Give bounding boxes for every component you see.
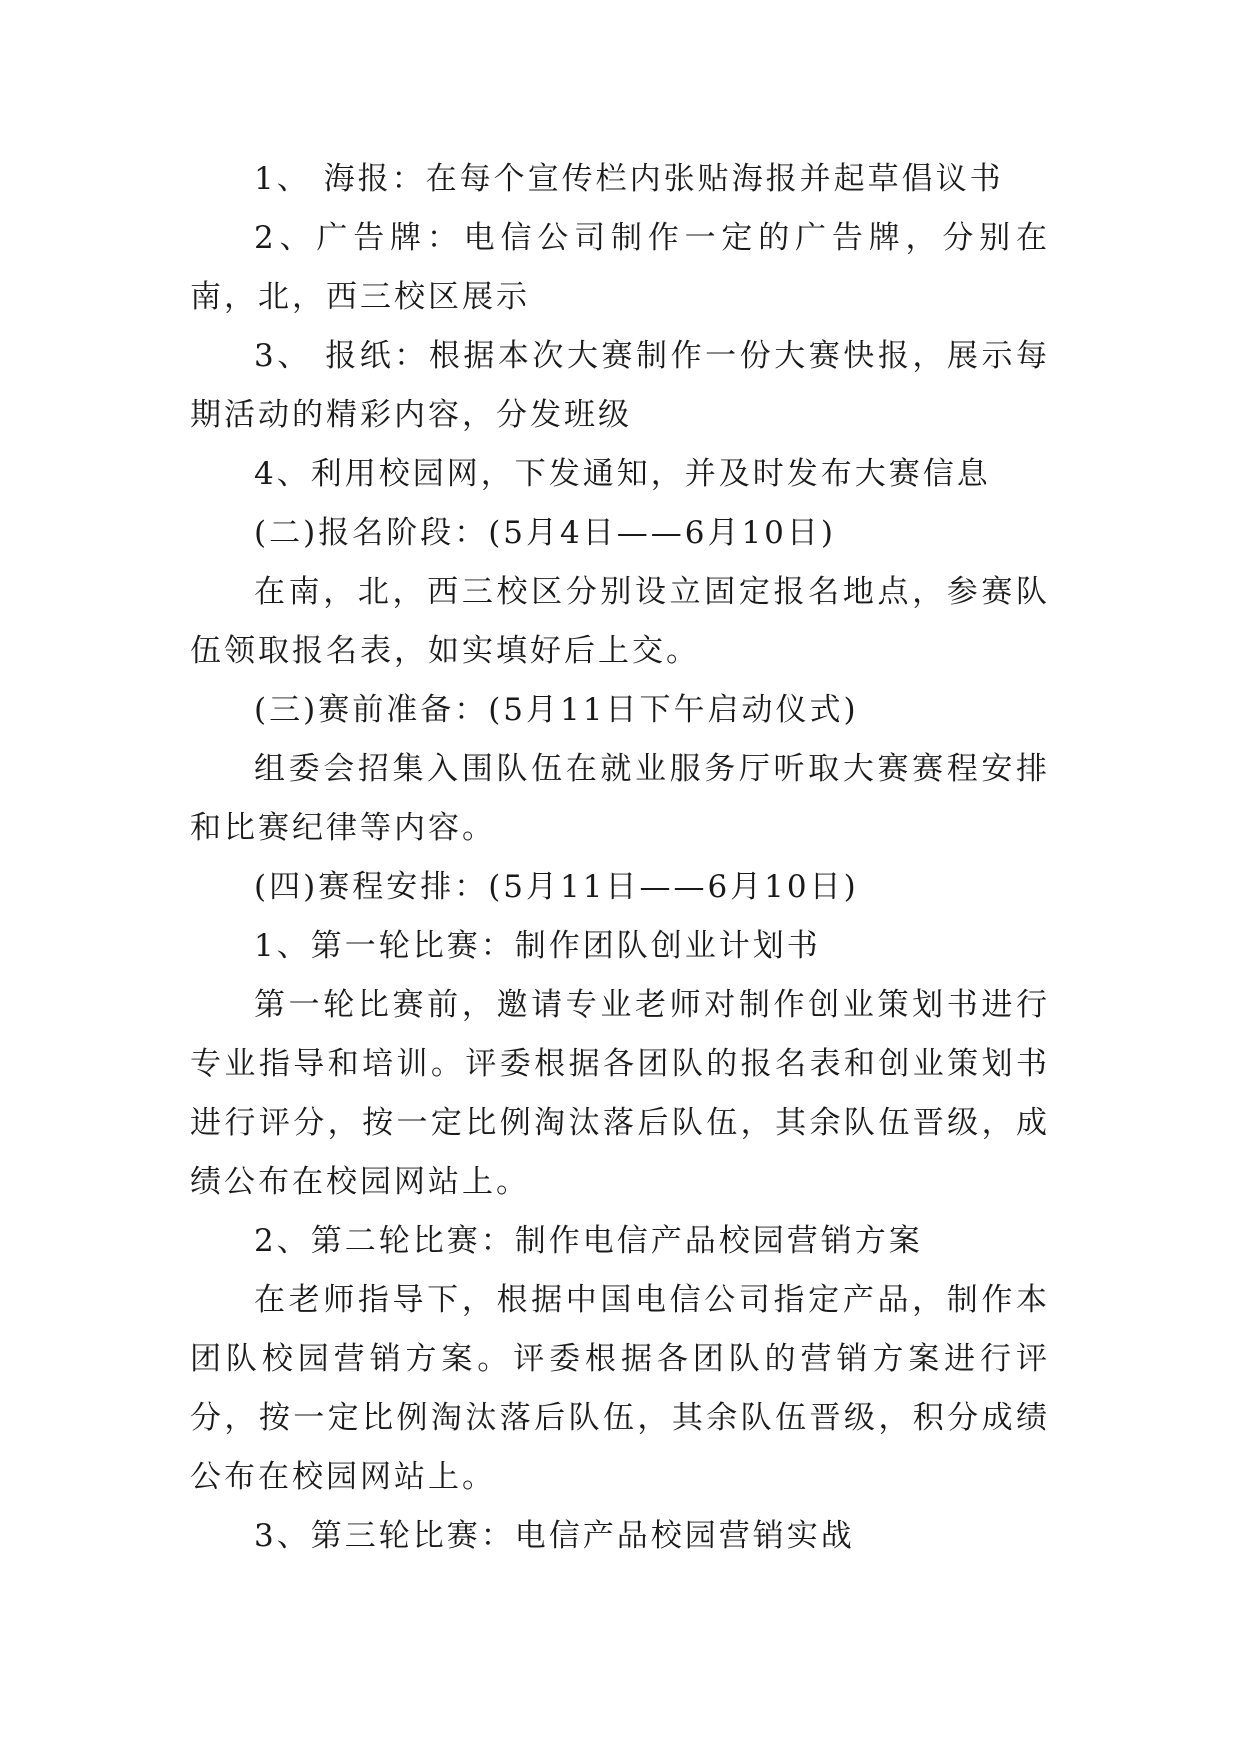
paragraph-pre-competition: 组委会招集入围队伍在就业服务厅听取大赛赛程安排和比赛纪律等内容。 — [190, 751, 1050, 846]
heading-registration-stage: (二)报名阶段：(5月4日——6月10日) — [254, 515, 836, 551]
heading-round-three: 3、第三轮比赛：电信产品校园营销实战 — [254, 1518, 855, 1554]
paragraph-campus-network: 4、利用校园网，下发通知，并及时发布大赛信息 — [254, 456, 991, 492]
paragraph-round-one: 第一轮比赛前，邀请专业老师对制作创业策划书进行专业指导和培训。评委根据各团队的报名表和创业策划书进行评分，按一定比例淘汰落后队伍，其余队伍晋级，成绩公布在校园网站上。 — [190, 987, 1050, 1200]
heading-round-two: 2、第二轮比赛：制作电信产品校园营销方案 — [254, 1223, 923, 1259]
heading-pre-competition: (三)赛前准备：(5月11日下午启动仪式) — [254, 692, 859, 728]
paragraph-round-two: 在老师指导下，根据中国电信公司指定产品，制作本团队校园营销方案。评委根据各团队的营销方案进行评分，按一定比例淘汰落后队伍，其余队伍晋级，积分成绩公布在校园网站上。 — [190, 1282, 1050, 1495]
heading-round-one: 1、第一轮比赛：制作团队创业计划书 — [254, 928, 821, 964]
paragraph-billboard: 2、广告牌：电信公司制作一定的广告牌，分别在南，北，西三校区展示 — [190, 220, 1050, 315]
paragraph-newspaper: 3、 报纸：根据本次大赛制作一份大赛快报，展示每期活动的精彩内容，分发班级 — [190, 338, 1050, 433]
heading-schedule: (四)赛程安排：(5月11日——6月10日) — [254, 869, 859, 905]
paragraph-poster: 1、 海报：在每个宣传栏内张贴海报并起草倡议书 — [254, 161, 1004, 197]
document-body — [190, 150, 1050, 1566]
paragraph-registration: 在南，北，西三校区分别设立固定报名地点，参赛队伍领取报名表，如实填好后上交。 — [190, 574, 1050, 669]
